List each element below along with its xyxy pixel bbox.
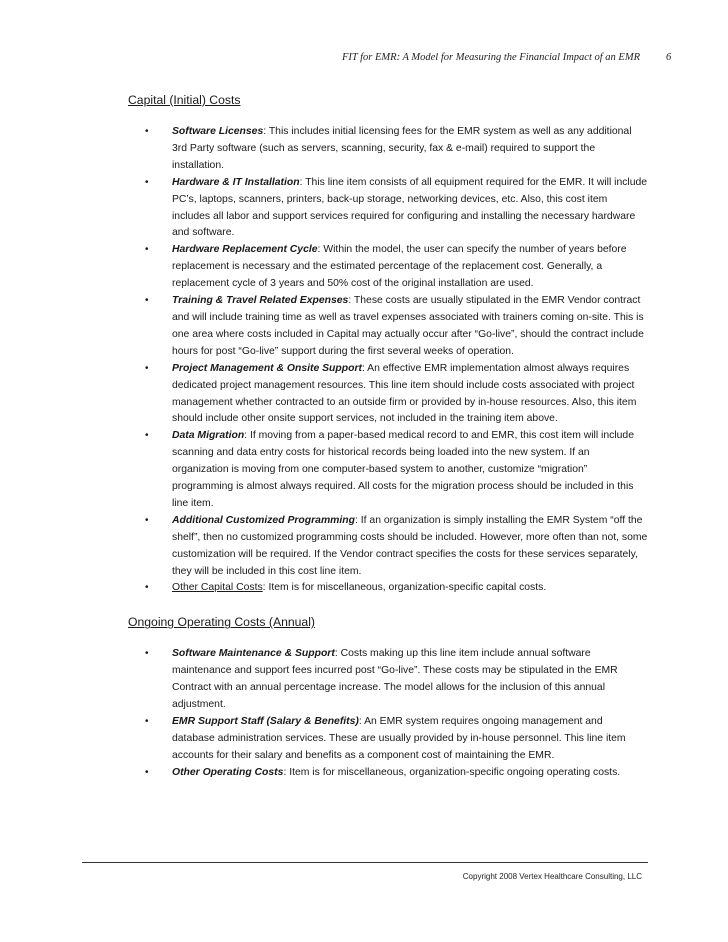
item-text: : Within the model, the user can specify the number of years before replacement is necessary and the estimated percentage of the replacement cost. Generally, a replacement cycle of 3 years and 50% cost of the original installation are used. (172, 244, 627, 290)
list-item (128, 765, 648, 782)
bullet-icon: • (145, 514, 149, 526)
section-capital-costs (128, 92, 648, 597)
bullet-icon: • (145, 766, 149, 778)
bullet-icon: • (145, 430, 149, 442)
list-item (128, 361, 648, 429)
item-term: Hardware Replacement Cycle (172, 244, 318, 256)
bullet-icon: • (145, 716, 149, 727)
item-text: : Costs making up this line item include annual software maintenance and support fees incurred post “Go-live”. These costs may be stipulated in the EMR Contract with an annual percentage increase. The model allows for the inclusion of this annual adjustment. (172, 648, 618, 711)
list-item (128, 293, 648, 361)
item-term: Other Capital Costs (172, 582, 263, 594)
operating-costs-list (128, 646, 648, 781)
bullet-icon: • (145, 362, 149, 374)
list-item (128, 428, 648, 513)
item-text: : If an organization is simply installing the EMR System “off the shelf”, then no customized programming costs should be included. However, more often than not, some customization will be required. If the Vendor contract specifies the costs for these services separately, they will be included in this cost line item. (172, 514, 648, 577)
item-text: : If moving from a paper-based medical record to and EMR, this cost item will include scanning and data entry costs for historical records being loaded into the new system. If an organization is moving from one computer-based system to another, customize “migration” programming is almost always required. All costs for the migration process should be included in this line item. (172, 430, 634, 509)
list-item (128, 124, 648, 175)
page-number: 6 (666, 52, 672, 63)
item-text: : This includes initial licensing fees for the EMR system as well as any additional 3rd Party software (such as servers, scanning, security, fax & e-mail) required to support the installation. (172, 126, 632, 171)
section-heading: Capital (Initial) Costs (128, 93, 241, 107)
bullet-icon: • (145, 176, 149, 188)
section-heading: Ongoing Operating Costs (Annual) (128, 615, 315, 630)
item-term: Project Management & Onsite Support (172, 362, 362, 374)
list-item (128, 513, 648, 581)
list-item (128, 580, 648, 597)
list-item (128, 714, 648, 765)
document-body (128, 92, 648, 782)
item-term: Hardware & IT Installation (172, 176, 300, 188)
item-text: : This line item consists of all equipment required for the EMR. It will include PC’s, laptops, scanners, printers, back-up storage, networking devices, etc. Also, this cost item includes all labor and support services required for configuring and installing the necessary hardware and software. (172, 176, 648, 239)
item-text: : Item is for miscellaneous, organization-specific capital costs. (262, 582, 547, 594)
capital-costs-list (128, 124, 648, 597)
bullet-icon: • (145, 126, 149, 137)
item-term: Training & Travel Related Expenses (172, 295, 349, 307)
footer-divider (82, 862, 648, 863)
item-text: : These costs are usually stipulated in the EMR Vendor contract and will include training time as well as travel expenses associated with trainers coming on-site. This is one area where costs included in Capital may actually occur after “Go-live”, should the contract include hours for post “Go-live” support during the first several weeks of operation. (172, 295, 644, 357)
item-term: Software Licenses (172, 126, 264, 137)
item-term: EMR Support Staff (Salary & Benefits) (172, 716, 359, 727)
list-item (128, 646, 648, 714)
list-item (128, 175, 648, 243)
item-term: Other Operating Costs (172, 766, 284, 778)
item-term: Data Migration (172, 430, 245, 442)
bullet-icon: • (145, 295, 149, 307)
bullet-icon: • (145, 582, 149, 594)
footer-copyright: Copyright 2008 Vertex Healthcare Consulting, LLC (462, 872, 642, 881)
header-title: FIT for EMR: A Model for Measuring the Financial Impact of an EMR (341, 52, 640, 63)
item-text: : An EMR system requires ongoing management and database administration services. These are usually provided by in-house personnel. This line item accounts for their salary and benefits as a component cost of maintaining the EMR. (172, 716, 626, 761)
bullet-icon: • (145, 648, 149, 660)
list-item (128, 242, 648, 293)
page-header (0, 52, 728, 70)
item-text: : An effective EMR implementation almost always requires dedicated project management resources. This line item should include costs associated with project management whether contracted to an outside firm or provided by in-house resources. Also, this item should include other onsite support services, not included in the training item above. (172, 362, 637, 425)
item-term: Software Maintenance & Support (172, 648, 335, 660)
item-term: Additional Customized Programming (172, 514, 355, 526)
section-operating-costs (128, 614, 648, 781)
bullet-icon: • (145, 244, 149, 256)
item-text: : Item is for miscellaneous, organization-specific ongoing operating costs. (283, 766, 621, 778)
